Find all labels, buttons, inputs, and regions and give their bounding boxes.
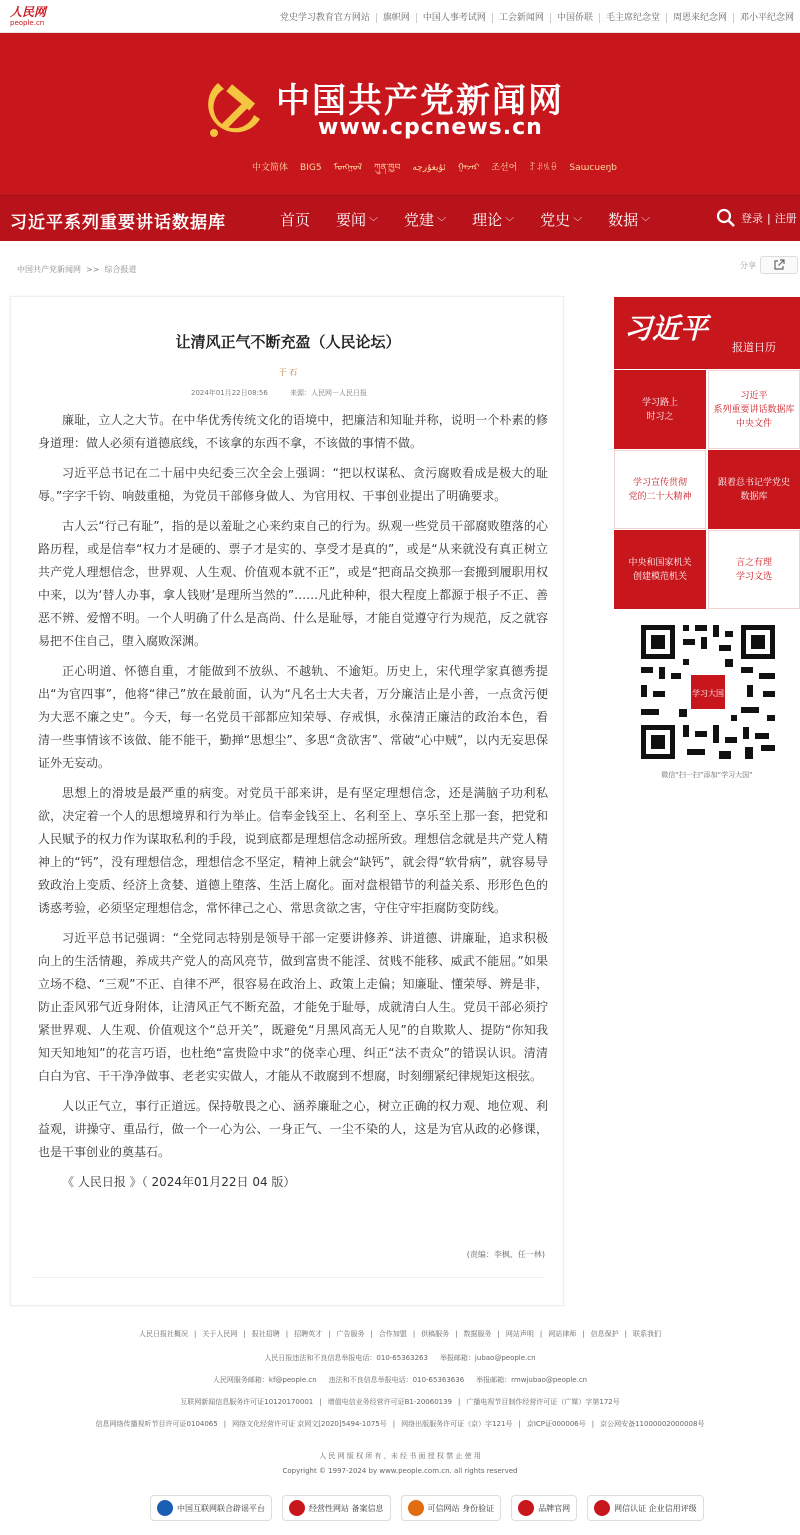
chevron-down-icon: ﹀ xyxy=(641,218,651,228)
badge-label: 可信网站 身份验证 xyxy=(427,1503,495,1513)
license[interactable]: 京ICP证000006号 xyxy=(526,1420,586,1428)
copyright-text: Copyright © 1997-2024 by www.people.com.cn. all rights reserved xyxy=(282,1467,518,1475)
top-link[interactable]: 中国人事考试网 xyxy=(416,13,492,23)
footer-link[interactable]: 联系我们 xyxy=(632,1330,661,1338)
article-paragraph: 廉耻，立人之大节。在中华优秀传统文化的语境中，把廉洁和知耻并称，说明一个朴素的修身道理：做人必须有道德底线，不该拿的东西不拿，不该做的事情不做。 xyxy=(38,413,548,450)
license[interactable]: 信息网络传播视听节目许可证0104065 xyxy=(95,1420,218,1428)
editor-credit: (责编：李枫、任一林) xyxy=(466,1250,545,1259)
sidebar-cell[interactable] xyxy=(614,530,706,609)
trust-badge[interactable] xyxy=(282,1495,391,1521)
main-nav xyxy=(0,195,800,241)
nav-item-label: 要闻 xyxy=(336,211,367,229)
sidebar-cell-label: 学习宣传贯彻 党的二十大精神 xyxy=(628,477,692,502)
trust-badge[interactable] xyxy=(150,1495,272,1521)
nav-item-history[interactable] xyxy=(540,209,582,230)
footer-link[interactable]: 网站律师 xyxy=(548,1330,577,1338)
nav-item-label: 首页 xyxy=(280,211,311,229)
chevron-down-icon: ﹀ xyxy=(437,218,447,228)
lang-option[interactable]: ꆈꌠꁱꂷ xyxy=(529,163,558,173)
report-phone: 人民日报违法和不良信息举报电话：010-65363263 xyxy=(264,1354,428,1362)
badge-label: 品牌官网 xyxy=(538,1503,571,1513)
chevron-down-icon: ﹀ xyxy=(369,218,379,228)
sidebar-cell-label: 学习路上 时习之 xyxy=(641,397,678,422)
nav-item-label: 党史 xyxy=(540,211,571,229)
breadcrumb-section[interactable]: 综合报道 xyxy=(104,265,137,274)
footer-link[interactable]: 信息保护 xyxy=(590,1330,619,1338)
article-date: 2024年01月22日08:56 xyxy=(191,389,268,397)
report-phone-2: 违法和不良信息举报电话：010-65363636 xyxy=(328,1376,465,1384)
license[interactable]: 网络文化经营许可证 京网文[2020]5494-1075号 xyxy=(232,1420,387,1428)
footer-link[interactable]: 招聘英才 xyxy=(294,1330,323,1338)
article-paragraph: 习近平总书记强调：“全党同志特别是领导干部一定要讲修养、讲道德、讲廉耻，追求积极向上的生活情趣，养成共产党人的高风亮节，做到富贵不能淫、贫贱不能移、威武不能屈。”如果立场不稳、“三观”不正、自律不严，很容易在政治上、政策上走偏；知廉耻、懂荣辱、辨是非，防止歪风邪气近身附体，让清风正气不断充盈，才能免于耻辱，成就清白人生。党员干部必须拧紧世界观、人生观、价值观这个“总开关”，既避免“月黑风高无人见”的自欺欺人、提防“你知我知天知地知”的花言巧语，也杜绝“富贵险中求”的侥幸心理、纠正“法不责众”的错误认识。清清白白为官、干干净净做事、老老实实做人，才能从不敢腐到不想腐，时刻绷紧纪律规矩这根弦。 xyxy=(38,931,548,1083)
qr-label: 学习大国 xyxy=(692,689,724,698)
chevron-down-icon: ﹀ xyxy=(505,218,515,228)
footer-links: 人民日报社概况 | 关于人民网 | 报社招聘 | 招聘英才 | 广告服务 | 合作加盟 | 供稿服务 | 数据服务 | 网站声明 | 网站律师 | 信息保护 | 联系我们 xyxy=(139,1330,661,1338)
article-paragraph: 人以正气立，事行正道远。保持敬畏之心、涵养廉耻之心，树立正确的权力观、地位观、利益观，讲操守、重品行，做一个一心为公、一身正气、一尘不染的人，这是为官从政的必修课，也是干事创业的奠基石。 xyxy=(38,1099,548,1159)
article-meta xyxy=(191,388,367,398)
article-paragraph: 古人云“行己有耻”，指的是以羞耻之心来约束自己的行为。纵观一些党员干部腐败堕落的心路历程，或是信奉“权力才是硬的、票子才是实的、享受才是真的”，或是“从来就没有真正树立共产党人理想信念，世界观、人生观、价值观本就不正”，或是“把商品交换那一套搬到履职用权中来，以为‘替人办事，拿人钱财’是理所当然的”……凡此种种，很大程度上都源于根子不正、善恶不辨、爱憎不明。一个人明确了什么是高尚、什么是耻辱，才能自觉遵守行为规范，反之就容易把不住自己，堕入腐败深渊。 xyxy=(38,519,548,648)
divider: | xyxy=(767,211,771,225)
report-mail[interactable]: 举报邮箱：jubao@people.cn xyxy=(439,1354,536,1362)
language-switcher xyxy=(252,157,629,183)
nav-item-news[interactable] xyxy=(336,209,378,230)
article-paragraph: 正心明道、怀德自重，才能做到不放纵、不越轨、不逾矩。历史上，宋代理学家真德秀提出“为官四事”，他将“律己”放在最前面，认为“凡名士大夫者，万分廉洁止是小善，一点贪污便为大恶不廉之史”。今天，每一名党员干部都应知荣辱、存戒惧，永葆清正廉洁的政治本色，看清一些事情该不该做、能不能干，勤掸“思想尘”、多思“贪欲害”、常破“心中贼”，以内无妄思保证外无妄动。 xyxy=(38,664,548,770)
license[interactable]: 增值电信业务经营许可证B1-20060139 xyxy=(327,1398,453,1406)
badge-icon xyxy=(594,1500,610,1516)
sidebar-cell[interactable] xyxy=(708,530,800,609)
site-title[interactable]: 中国共产党新闻网 xyxy=(276,81,564,121)
sidebar-cell-label: 跟着总书记学党史 数据库 xyxy=(717,477,790,502)
rights-text: 人 民 网 版 权 所 有 ，未 经 书 面 授 权 禁 止 使 用 xyxy=(319,1452,481,1460)
footer-link[interactable]: 人民日报社概况 xyxy=(139,1330,189,1338)
lang-option[interactable]: ᠮᠣᠩᠭᠣᠯ xyxy=(333,163,363,173)
badge-icon xyxy=(408,1500,424,1516)
top-link[interactable]: 邓小平纪念网 xyxy=(733,13,800,23)
footer xyxy=(0,1325,800,1535)
search-icon[interactable] xyxy=(716,208,736,228)
nav-item-home[interactable] xyxy=(280,209,310,230)
nav-menu xyxy=(280,209,676,230)
breadcrumb-sep: >> xyxy=(86,265,100,274)
banner-calligraphy: 习近平 xyxy=(624,312,709,345)
sidebar-cell-label: 言之有理 学习文选 xyxy=(735,557,772,582)
sidebar-cell-label: 习近平 系列重要讲话数据库 中央文件 xyxy=(713,390,795,429)
site-url[interactable]: www.cpcnews.cn xyxy=(318,115,543,140)
login-link[interactable]: 登录 xyxy=(741,212,763,225)
top-link[interactable]: 旗帜网 xyxy=(376,13,416,23)
nav-feature-link[interactable]: 习近平系列重要讲话数据库 xyxy=(10,213,226,233)
footer-link[interactable]: 供稿服务 xyxy=(421,1330,450,1338)
license[interactable]: 广播电视节目制作经营许可证（广媒）字第172号 xyxy=(466,1398,620,1406)
sidebar-cell[interactable] xyxy=(614,450,706,529)
lang-option[interactable]: BIG5 xyxy=(300,163,322,173)
nav-item-data[interactable] xyxy=(608,209,650,230)
sidebar-cell[interactable] xyxy=(708,450,800,529)
footer-service-line xyxy=(0,1375,800,1385)
nav-item-theory[interactable] xyxy=(472,209,514,230)
footer-license-line: 互联网新闻信息服务许可证10120170001 | 增值电信业务经营许可证B1-20060139 | 广播电视节目制作经营许可证（广媒）字第172号 xyxy=(180,1398,620,1406)
share-area xyxy=(740,256,798,274)
footer-link[interactable]: 网站声明 xyxy=(505,1330,534,1338)
qr-code xyxy=(635,619,781,765)
article-paragraph: 习近平总书记在二十届中央纪委三次全会上强调：“把以权谋私、贪污腐败看成是极大的耻辱。”字字千钧、响鼓重槌，为党员干部修身做人、为官用权、干事创业提出了明确要求。 xyxy=(38,466,548,503)
article-title: 让清风正气不断充盈（人民论坛） xyxy=(175,333,401,351)
lang-option[interactable]: ئۇيغۇرچە xyxy=(412,163,446,173)
top-link[interactable]: 周恩来纪念网 xyxy=(666,13,733,23)
share-label: 分享 xyxy=(740,260,756,270)
people-logo[interactable] xyxy=(10,6,64,28)
nav-item-label: 党建 xyxy=(404,211,435,229)
sidebar-cell[interactable] xyxy=(614,370,706,449)
top-bar xyxy=(0,0,800,33)
article-source[interactable]: 来源：人民网－人民日报 xyxy=(290,389,368,397)
article-body xyxy=(38,409,548,1201)
breadcrumb-home[interactable]: 中国共产党新闻网 xyxy=(17,265,81,274)
footer-link[interactable]: 广告服务 xyxy=(336,1330,365,1338)
footer-link[interactable]: 数据服务 xyxy=(463,1330,492,1338)
license[interactable]: 京公网安备11000002000008号 xyxy=(600,1420,705,1428)
badge-icon xyxy=(518,1500,534,1516)
badge-icon xyxy=(289,1500,305,1516)
lang-option[interactable]: Saɯcueŋƅ xyxy=(569,163,618,173)
logo-sub: people.cn xyxy=(10,19,45,27)
breadcrumb xyxy=(17,264,136,275)
top-link[interactable]: 工会新闻网 xyxy=(492,13,550,23)
logo-mark: 人民网 xyxy=(10,5,47,19)
nav-item-label: 数据 xyxy=(608,211,639,229)
share-icon xyxy=(773,259,785,271)
qr-caption: 微信“扫一扫”添加“学习大国” xyxy=(661,771,753,779)
service-mail[interactable]: 人民网服务邮箱：kf@people.cn xyxy=(212,1376,317,1384)
lang-option[interactable]: 조선어 xyxy=(491,163,518,173)
register-link[interactable]: 注册 xyxy=(774,212,797,225)
trust-badge[interactable] xyxy=(401,1495,502,1521)
sidebar-cell[interactable] xyxy=(708,370,800,449)
top-link[interactable]: 党史学习教育官方网站 xyxy=(279,13,370,23)
share-button[interactable] xyxy=(760,256,798,274)
license[interactable]: 互联网新闻信息服务许可证10120170001 xyxy=(180,1398,314,1406)
banner-subtitle: 报道日历 xyxy=(732,341,776,354)
site-banner xyxy=(0,33,800,195)
footer-report-line xyxy=(0,1353,800,1363)
footer-link[interactable]: 关于人民网 xyxy=(202,1330,238,1338)
chevron-down-icon: ﹀ xyxy=(573,218,583,228)
publication-line: 《 人民日报 》（ 2024年01月22日 04 版） xyxy=(62,1175,296,1189)
hammer-sickle-icon xyxy=(198,73,270,145)
article-card xyxy=(10,296,564,1306)
top-link[interactable]: 中国侨联 xyxy=(550,13,599,23)
sidebar-calendar-banner[interactable] xyxy=(614,297,800,369)
trust-badge[interactable] xyxy=(587,1495,704,1521)
report-mail-2[interactable]: 举报邮箱：rmwjubao@people.cn xyxy=(476,1376,588,1384)
lang-option[interactable]: ཀུན་ཁྱབ xyxy=(374,163,401,173)
top-link[interactable]: 毛主席纪念堂 xyxy=(599,13,666,23)
divider xyxy=(31,1277,545,1278)
nav-item-party[interactable] xyxy=(404,209,446,230)
badge-label: 经营性网站 备案信息 xyxy=(309,1503,384,1513)
lang-option[interactable]: ᠭᠠᠵᠠᠷ xyxy=(457,163,480,173)
sidebar-cell-label: 中央和国家机关 创建模范机关 xyxy=(628,557,692,582)
footer-link[interactable]: 合作加盟 xyxy=(378,1330,407,1338)
trust-badges xyxy=(150,1495,714,1521)
top-links xyxy=(274,10,800,23)
lang-option[interactable]: 中文简体 xyxy=(252,163,289,173)
badge-icon xyxy=(157,1500,173,1516)
footer-link[interactable]: 报社招聘 xyxy=(251,1330,280,1338)
badge-label: 中国互联网联合辟谣平台 xyxy=(177,1503,265,1513)
license[interactable]: 网络出版服务许可证（京）字121号 xyxy=(401,1420,513,1428)
nav-item-label: 理论 xyxy=(472,211,503,229)
badge-label: 网信认证 企业信用评级 xyxy=(614,1503,697,1513)
footer-license-line-2: 信息网络传播视听节目许可证0104065 | 网络文化经营许可证 京网文[2020]5494-1075号 | 网络出版服务许可证（京）字121号 | 京ICP证000006号 | 京公网安备11000002000008号 xyxy=(95,1420,705,1428)
trust-badge[interactable] xyxy=(511,1495,577,1521)
article-author: 于 石 xyxy=(278,368,298,377)
article-paragraph: 思想上的滑坡是最严重的病变。对党员干部来讲，是有坚定理想信念，还是满脑子功利私欲，决定着一个人的思想境界和行为举止。信奉金钱至上、名利至上、享乐至上那一套，把党和人民赋予的权力作为谋取私利的手段，说到底都是理想信念动摇所致。理想信念就是共产党人精神上的“钙”，没有理想信念，理想信念不坚定，精神上就会“缺钙”，就会得“软骨病”，就容易导致政治上变质、经济上贪婪、道德上堕落、生活上腐化。面对盘根错节的利益关系、形形色色的诱惑考验，必须坚定理想信念，常怀律己之心、常思贪欲之害，守住守牢拒腐防变防线。 xyxy=(38,786,548,915)
user-area xyxy=(716,208,797,228)
